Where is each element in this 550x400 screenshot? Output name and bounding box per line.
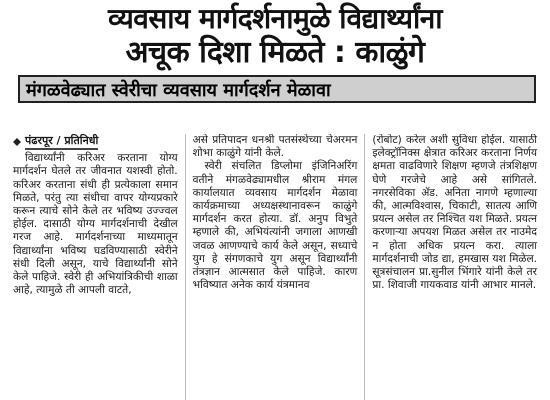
headline — [6, 4, 544, 69]
bullet-icon — [13, 138, 21, 146]
article-column-1 — [6, 134, 185, 400]
article-paragraph: असे प्रतिपादन धनश्री पतसंस्थेच्या चेअरमन शोभा काळुंगे यांनी केले. — [192, 134, 358, 160]
headline-line-2: अचूक दिशा मिळते : काळुंगे — [125, 35, 425, 71]
article-paragraph: विद्यार्थ्यांनी करिअर करताना योग्य मार्गदर्शन घेतले तर जीवनात यशस्वी होतो. करिअर करताना संधी ही प्रत्येकाला समान मिळते, परंतु त्या संधीचा वापर योग्यप्रकारे करून त्याचे सोने केले तर भविष्य उज्ज्वल होईल. दासाठी योग्य मार्गदर्शनाची देखील गरज आहे. मार्गदर्शनाच्या माध्यमातून विद्यार्थ्यांना भविष्य घडविण्यासाठी स्वेरीने संधी दिली असून, याचे विद्यार्थ्यांनी सोने केले पाहिजे. स्वेरी ही अभियांत्रिकीची शाळा आहे, त्यामुळे ती आपली वाटते, — [13, 152, 178, 297]
article-body — [6, 134, 544, 400]
article-column-3 — [364, 134, 544, 400]
dateline — [13, 134, 178, 150]
article-paragraph: (रोबोट) करेल अशी सुविधा होईल. यासाठी इलेक्ट्रॉनिक्स क्षेत्रात करिअर करताना निर्णय क्षमता वाढविणारे शिक्षण म्हणजे तंत्रशिक्षण घेणे गरजेचे आहे असे सांगितले. नगरसेविका ॲड. अनिता नागणे म्हणाल्या की, आत्मविश्वास, चिकाटी, सातत्य आणि प्रयत्न असेल तर निश्चित यश मिळते. प्रयत्न करणाऱ्या अपयश मिळत असेल तर नाउमेद न होता अधिक प्रयत्न करा. त्याला मार्गदर्शनाची जोड द्या, हमखास यश मिळेल. सूत्रसंचालन प्रा.सुनील भिंगारे यांनी केले तर प्रा. शिवाजी गायकवाड यांनी आभार मानले. — [372, 134, 538, 292]
headline-line-1: व्यवसाय मार्गदर्शनामुळे विद्यार्थ्यांना — [107, 2, 443, 35]
article-paragraph: स्वेरी संचलित डिप्लोमा इंजिनिअरिंग वतीने मंगळवेढ्यामधील श्रीराम मंगल कार्यालयात व्यवसाय मार्गदर्शन मेळावा कार्यक्रमाच्या अध्यक्षस्थानावरून काळुंगे मार्गदर्शन करत होत्या. डॉ. अनुप विभुते म्हणाले की, अभियंत्यांनी जगाला आणखी जवळ आणण्याचे कार्य केले असून, सध्याचे युग हे संगणकाचे युग असून विद्यार्थ्यांनी तंत्रज्ञान आत्मसात केले पाहिजे. कारण भविष्यात अनेक कार्य यंत्रमानव — [192, 160, 358, 292]
subheadline-banner — [8, 75, 542, 103]
article-column-2 — [185, 134, 365, 400]
dateline-text: पंढरपूर / प्रतिनिधी — [25, 134, 98, 150]
subheadline: मंगळवेढ्यात स्वेरीचा व्यवसाय मार्गदर्शन मेळावा — [18, 75, 536, 103]
